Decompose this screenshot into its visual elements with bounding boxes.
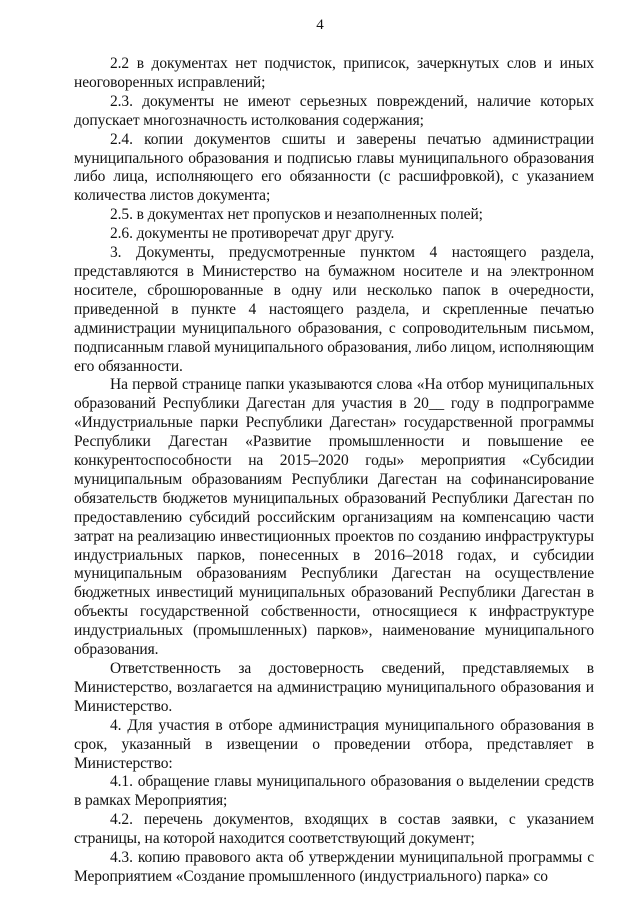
paragraph-2-5: 2.5. в документах нет пропусков и незаполненных полей;	[110, 206, 483, 224]
paragraph-2-3: 2.3. документы не имеют серьезных повреждений, наличие которых допускает многозначность истолкования содержания;	[74, 92, 594, 129]
paragraph-2-4: 2.4. копии документов сшиты и заверены печатью администрации муниципального образования и подписью главы муниципального образования либо лица, исполняющего его обязанности (с расшифровкой), с указанием количества листов документа;	[74, 130, 594, 205]
paragraph-4-3: 4.3. копию правового акта об утверждении муниципальной программы с Мероприятием «Создание промышленного (индустриального) парка» со	[74, 849, 594, 885]
document-body	[74, 55, 594, 887]
paragraph-2-6: 2.6. документы не противоречат друг другу.	[110, 225, 395, 243]
paragraph-4-1: 4.1. обращение главы муниципального образования о выделении средств в рамках Мероприятия;	[74, 773, 594, 810]
page-number: 4	[316, 17, 324, 33]
paragraph-2-2: 2.2 в документах нет подчисток, приписок, зачеркнутых слов и иных неоговоренных исправлений;	[74, 55, 594, 91]
paragraph-4-2: 4.2. перечень документов, входящих в состав заявки, с указанием страницы, на которой находится соответствующий документ;	[74, 811, 594, 848]
paragraph-first-page-text: На первой странице папки указываются слова «На отбор муниципальных образований Республики Дагестан для участия в 20__ году в подпрограмме «Индустриальные парки Республики Дагестан» государственной программы Республики Дагестан «Развитие промышленности и повышение ее конкурентоспособности на 2015–2020 годы» мероприятия «Субсидии муниципальным образованиям Республики Дагестан на софинансирование обязательств бюджетов муниципальных образований Республики Дагестан по предоставлению субсидий российским организациям на компенсацию части затрат на реализацию инвестиционных проектов по созданию инфраструктуры индустриальных парков, понесенных в 2016–2018 годах, и субсидии муниципальным образованиям Республики Дагестан на осуществление бюджетных инвестиций муниципальных образований Республики Дагестан в объекты государственной собственности, относящиеся к инфраструктуре индустриальных (промышленных) парков», наименование муниципального образования.	[74, 376, 594, 659]
paragraph-3: 3. Документы, предусмотренные пунктом 4 настоящего раздела, представляются в Министерство на бумажном носителе и на электронном носителе, сброшюрованные в одну или несколько папок в очередности, приведенной в пункте 4 настоящего раздела, и скрепленные печатью администрации муниципального образования, с сопроводительным письмом, подписанным главой муниципального образования, либо лицом, исполняющим его обязанности.	[74, 244, 594, 375]
paragraph-4: 4. Для участия в отборе администрация муниципального образования в срок, указанный в извещении о проведении отбора, представляет в Министерство:	[74, 716, 594, 772]
paragraph-responsibility: Ответственность за достоверность сведений, представляемых в Министерство, возлагается на администрацию муниципального образования и Министерство.	[74, 660, 594, 715]
